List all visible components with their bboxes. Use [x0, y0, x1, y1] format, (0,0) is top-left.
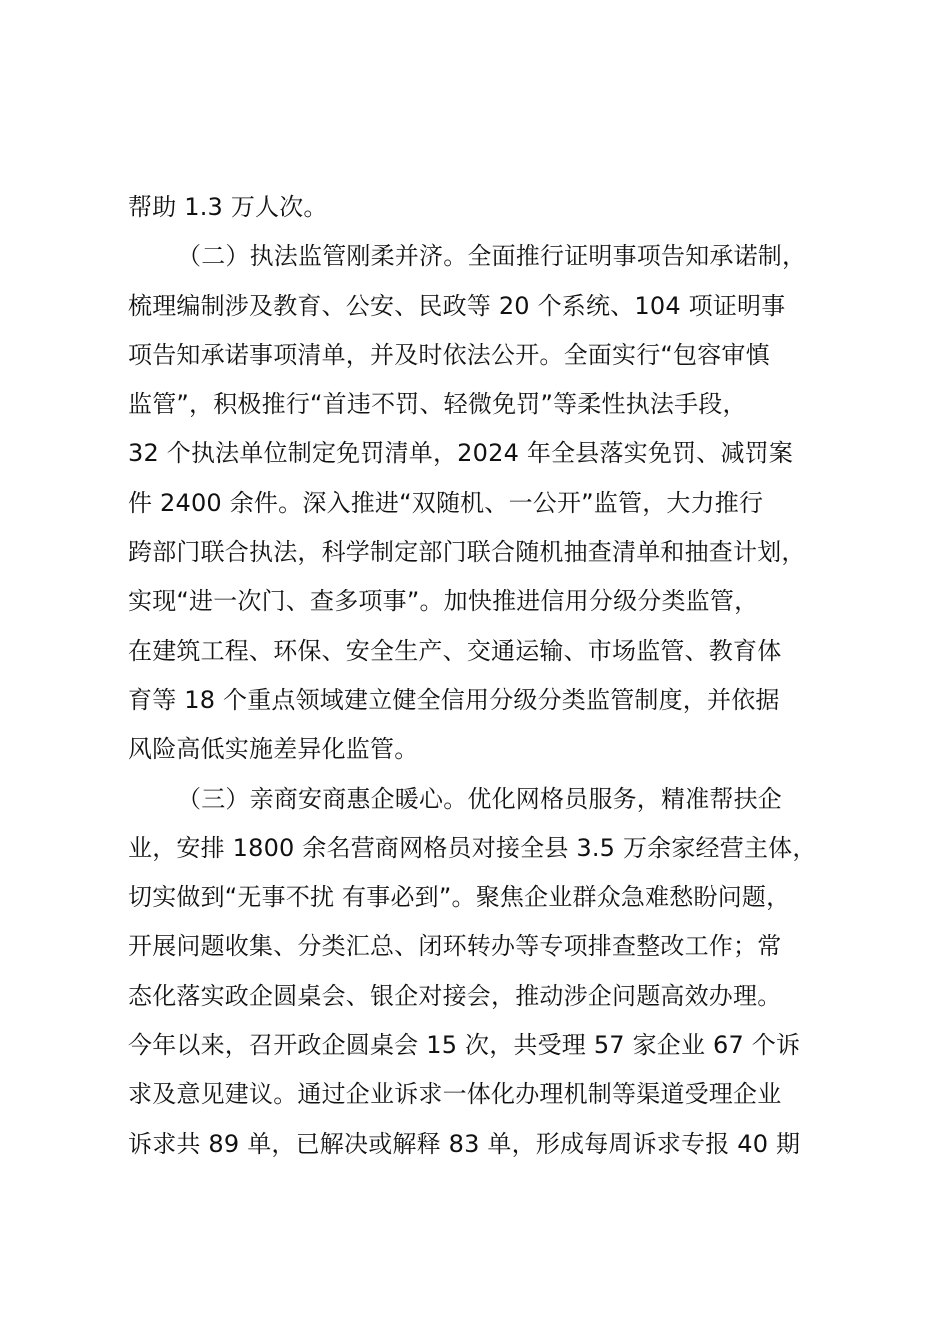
text-line: 诉求共 89 单，已解决或解释 83 单，形成每周诉求专报 40 期 [128, 1129, 801, 1158]
section-heading-line: （二）执法监管刚柔并济。全面推行证明事项告知承诺制， [177, 242, 807, 271]
text-line: 项告知承诺事项清单，并及时依法公开。全面实行“包容审慎 [128, 340, 770, 369]
text-line: 切实做到“无事不扰 有事必到”。聚焦企业群众急难愁盼问题， [128, 883, 791, 912]
text-line: 在建筑工程、环保、安全生产、交通运输、市场监管、教育体 [128, 636, 782, 665]
text-line: 态化落实政企圆桌会、银企对接会，推动涉企问题高效办理。 [128, 981, 782, 1010]
section-heading-line: （三）亲商安商惠企暖心。优化网格员服务，精准帮扶企 [177, 784, 782, 813]
text-line: 32 个执法单位制定免罚清单，2024 年全县落实免罚、减罚案 [128, 439, 794, 468]
text-line: 跨部门联合执法，科学制定部门联合随机抽查清单和抽查计划， [128, 538, 806, 567]
text-line: 业，安排 1800 余名营商网格员对接全县 3.5 万余家经营主体， [128, 833, 817, 862]
text-line: 实现“进一次门、查多项事”。加快推进信用分级分类监管， [128, 587, 759, 616]
text-line: 求及意见建议。通过企业诉求一体化办理机制等渠道受理企业 [128, 1080, 782, 1109]
text-line: 监管”，积极推行“首违不罚、轻微免罚”等柔性执法手段， [128, 390, 747, 419]
text-line: 帮助 1.3 万人次。 [128, 193, 328, 221]
text-line: 件 2400 余件。深入推进“双随机、一公开”监管，大力推行 [128, 488, 764, 517]
body-text [128, 188, 868, 1174]
text-line: 风险高低实施差异化监管。 [128, 735, 419, 764]
text-line: 今年以来，召开政企圆桌会 15 次，共受理 57 家企业 67 个诉 [128, 1031, 801, 1060]
text-line: 开展问题收集、分类汇总、闭环转办等专项排查整改工作；常 [128, 932, 782, 961]
text-line: 梳理编制涉及教育、公安、民政等 20 个系统、104 项证明事 [128, 291, 786, 320]
text-line: 育等 18 个重点领域建立健全信用分级分类监管制度，并依据 [128, 685, 780, 714]
